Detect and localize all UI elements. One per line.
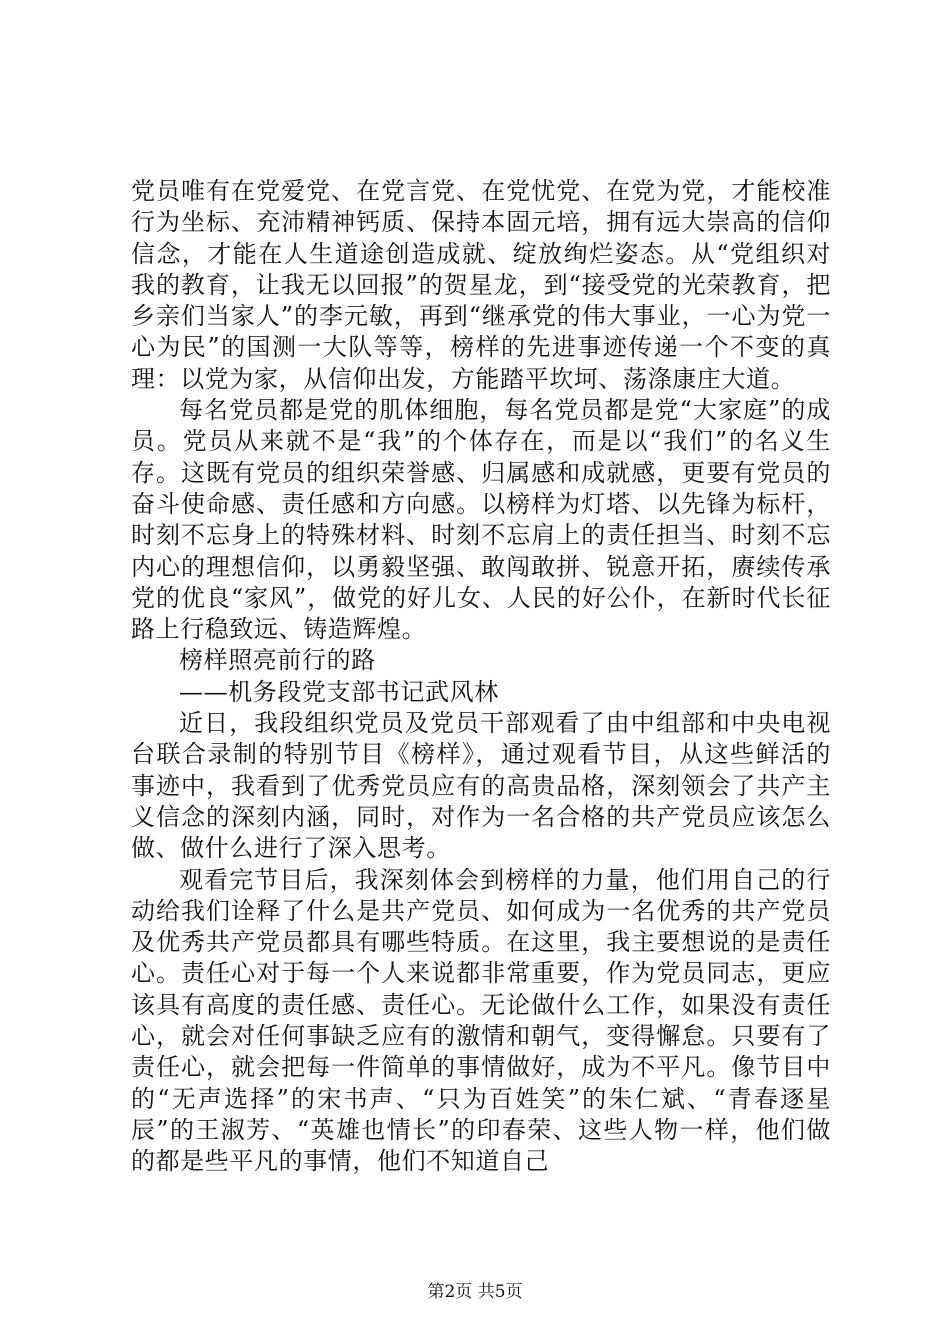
paragraph-3: 近日，我段组织党员及党员干部观看了由中组部和中央电视台联合录制的特别节目《榜样》，通过观看节目，从这些鲜活的事迹中，我看到了优秀党员应有的高贵品格，深刻领会了共产主义信念的深刻内涵，同时，对作为一名合格的共产党员应该怎么做、做什么进行了深入思考。 xyxy=(131,709,831,863)
paragraph-4: 观看完节目后，我深刻体会到榜样的力量，他们用自己的行动给我们诠释了什么是共产党员、如何成为一名优秀的共产党员及优秀共产党员都具有哪些特质。在这里，我主要想说的是责任心。责任心对于每一个人来说都非常重要，作为党员同志，更应该具有高度的责任感、责任心。无论做什么工作，如果没有责任心，就会对任何事缺乏应有的激情和朝气，变得懈怠。只要有了责任心，就会把每一件简单的事情做好，成为不平凡。像节目中的“无声选择”的宋书声、“只为百姓笑”的朱仁斌、“青春逐星辰”的王淑芳、“英雄也情长”的印春荣、这些人物一样，他们做的都是些平凡的事情，他们不知道自己 xyxy=(131,865,831,1176)
section-title: 榜样照亮前行的路 xyxy=(179,646,376,675)
document-body xyxy=(131,176,831,1178)
section-author: ——机务段党支部书记武风林 xyxy=(179,677,499,706)
paragraph-2: 每名党员都是党的肌体细胞，每名党员都是党“大家庭”的成员。党员从来就不是“我”的个体存在，而是以“我们”的名义生存。这既有党员的组织荣誉感、归属感和成就感，更要有党员的奋斗使命感、责任感和方向感。以榜样为灯塔、以先锋为标杆，时刻不忘身上的特殊材料、时刻不忘肩上的责任担当、时刻不忘内心的理想信仰，以勇毅坚强、敢闯敢拼、锐意开拓，赓续传承党的优良“家风”，做党的好儿女、人民的好公仆，在新时代长征路上行稳致远、铸造辉煌。 xyxy=(131,396,831,644)
page-number-footer: 第2页 共5页 xyxy=(427,1282,523,1302)
paragraph-1: 党员唯有在党爱党、在党言党、在党忧党、在党为党，才能校准行为坐标、充沛精神钙质、保持本固元培，拥有远大崇高的信仰信念，才能在人生道途创造成就、绽放绚烂姿态。从“党组织对我的教育，让我无以回报”的贺星龙，到“接受党的光荣教育，把乡亲们当家人”的李元敏，再到“继承党的伟大事业，一心为党一心为民”的国测一大队等等，榜样的先进事迹传递一个不变的真理：以党为家，从信仰出发，方能踏平坎坷、荡涤康庄大道。 xyxy=(131,177,831,393)
